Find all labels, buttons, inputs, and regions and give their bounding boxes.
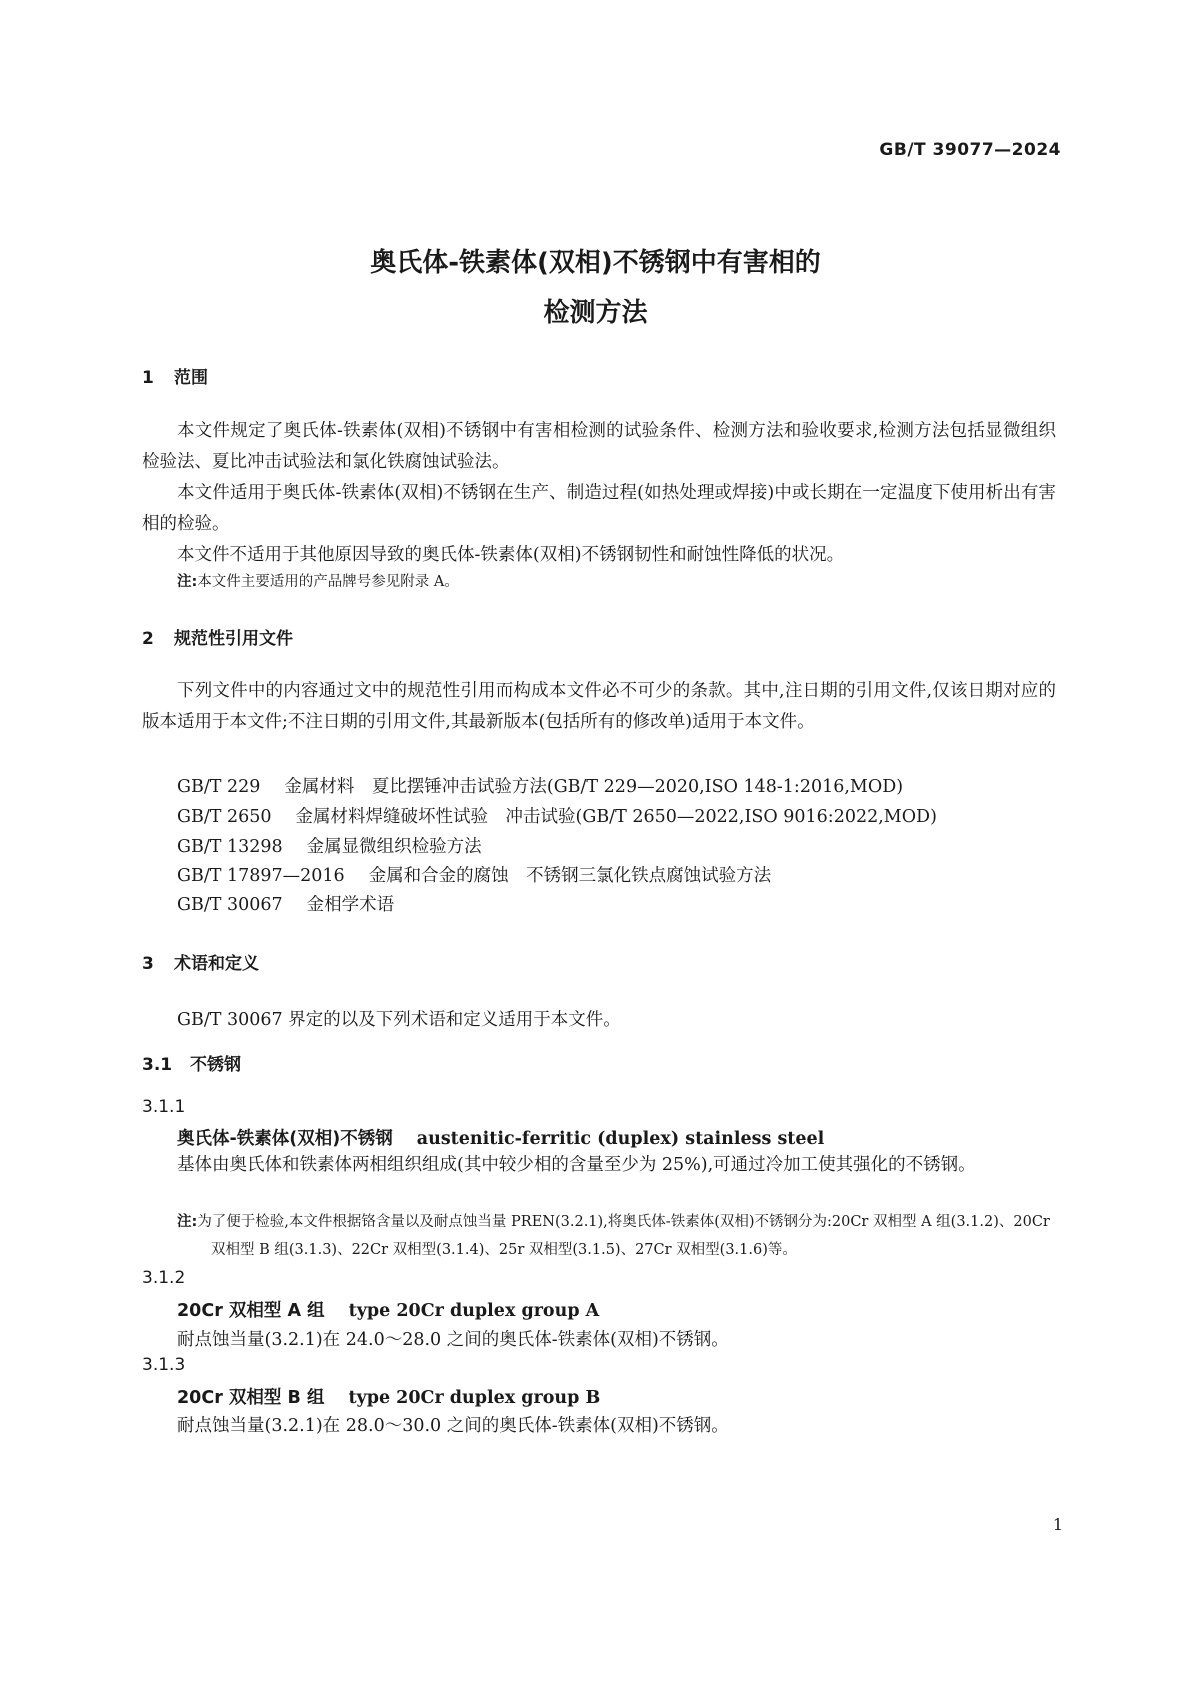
- section-title: 术语和定义: [174, 954, 259, 974]
- section-title: 范围: [174, 368, 208, 388]
- section-1-paragraph-2: 本文件适用于奥氏体-铁素体(双相)不锈钢在生产、制造过程(如热处理或焊接)中或长期在一定温度下使用析出有害相的检验。: [142, 483, 1056, 534]
- reference-title: 金相学术语: [306, 895, 395, 915]
- term-3-1-3-heading: [177, 1384, 600, 1409]
- section-1-paragraph-1: 本文件规定了奥氏体-铁素体(双相)不锈钢中有害相检测的试验条件、检测方法和验收要求,检测方法包括显微组织检验法、夏比冲击试验法和氯化铁腐蚀试验法。: [142, 421, 1056, 472]
- reference-code: GB/T 13298: [177, 837, 283, 857]
- note-text: 本文件主要适用的产品牌号参见附录 A。: [197, 574, 459, 590]
- title-line-1: 奥氏体-铁素体(双相)不锈钢中有害相的: [370, 248, 821, 278]
- page-number: 1: [1052, 1515, 1063, 1534]
- subsection-title: 不锈钢: [190, 1055, 241, 1075]
- reference-code: GB/T 30067: [177, 895, 283, 915]
- section-number: 1: [142, 368, 154, 388]
- reference-code: GB/T 17897—2016: [177, 866, 345, 886]
- section-number: 2: [142, 629, 154, 649]
- section-title: 规范性引用文件: [174, 629, 293, 649]
- note-label: 注:: [177, 574, 198, 590]
- term-en: type 20Cr duplex group B: [348, 1388, 601, 1408]
- term-3-1-1-note: [177, 1208, 1057, 1264]
- reference-item: [177, 862, 771, 887]
- reference-code: GB/T 229: [177, 777, 261, 797]
- term-3-1-3-definition: 耐点蚀当量(3.2.1)在 28.0～30.0 之间的奥氏体-铁素体(双相)不锈钢。: [177, 1416, 729, 1436]
- term-3-1-2-number: 3.1.2: [142, 1268, 186, 1288]
- reference-title: 金属和合金的腐蚀 不锈钢三氯化铁点腐蚀试验方法: [368, 866, 772, 886]
- term-3-1-1-number: 3.1.1: [142, 1097, 186, 1117]
- section-1-note: [177, 568, 1057, 596]
- subsection-3-1-heading: [142, 1050, 241, 1075]
- section-3-intro: GB/T 30067 界定的以及下列术语和定义适用于本文件。: [177, 1010, 621, 1030]
- note-label: 注:: [177, 1214, 198, 1230]
- term-en: type 20Cr duplex group A: [348, 1301, 600, 1321]
- term-3-1-2-heading: [177, 1297, 599, 1322]
- note-text: 为了便于检验,本文件根据铬含量以及耐点蚀当量 PREN(3.2.1),将奥氏体-铁素体(双相)不锈钢分为:20Cr 双相型 A 组(3.1.2)、20Cr 双相型 B 组(3.1.3)、22Cr 双相型(3.1.4)、25r 双相型(3.1.5)、27Cr 双相型(3.1.6)等。: [197, 1214, 1050, 1258]
- section-3-heading: [142, 949, 259, 974]
- term-zh: 奥氏体-铁素体(双相)不锈钢: [177, 1129, 393, 1149]
- reference-title: 金属材料 夏比摆锤冲击试验方法(GB/T 229—2020,ISO 148-1:2016,MOD): [284, 777, 904, 797]
- subsection-number: 3.1: [142, 1055, 173, 1075]
- term-3-1-2-definition: 耐点蚀当量(3.2.1)在 24.0～28.0 之间的奥氏体-铁素体(双相)不锈钢。: [177, 1330, 729, 1350]
- reference-item: [177, 803, 937, 828]
- reference-title: 金属材料焊缝破坏性试验 冲击试验(GB/T 2650—2022,ISO 9016:2022,MOD): [295, 807, 937, 827]
- term-zh: 20Cr 双相型 B 组: [177, 1388, 325, 1408]
- term-3-1-3-number: 3.1.3: [142, 1355, 186, 1375]
- reference-item: [177, 773, 903, 798]
- reference-code: GB/T 2650: [177, 807, 272, 827]
- term-3-1-1-definition: 基体由奥氏体和铁素体两相组织组成(其中较少相的含量至少为 25%),可通过冷加工使其强化的不锈钢。: [177, 1155, 976, 1175]
- section-2-paragraph-1: 下列文件中的内容通过文中的规范性引用而构成本文件必不可少的条款。其中,注日期的引用文件,仅该日期对应的版本适用于本文件;不注日期的引用文件,其最新版本(包括所有的修改单)适用于本文件。: [142, 681, 1056, 732]
- document-title: [0, 238, 1191, 338]
- term-3-1-1-heading: [177, 1125, 824, 1150]
- term-en: austenitic-ferritic (duplex) stainless steel: [416, 1129, 825, 1149]
- section-number: 3: [142, 954, 154, 974]
- reference-title: 金属显微组织检验方法: [306, 837, 482, 857]
- section-2-heading: [142, 624, 293, 649]
- section-1-paragraph-3: 本文件不适用于其他原因导致的奥氏体-铁素体(双相)不锈钢韧性和耐蚀性降低的状况。: [177, 545, 845, 565]
- section-1-heading: [142, 363, 208, 388]
- reference-item: [177, 833, 482, 858]
- term-zh: 20Cr 双相型 A 组: [177, 1301, 325, 1321]
- reference-item: [177, 891, 394, 916]
- title-line-2: 检测方法: [543, 298, 648, 328]
- standard-code: GB/T 39077—2024: [879, 140, 1061, 160]
